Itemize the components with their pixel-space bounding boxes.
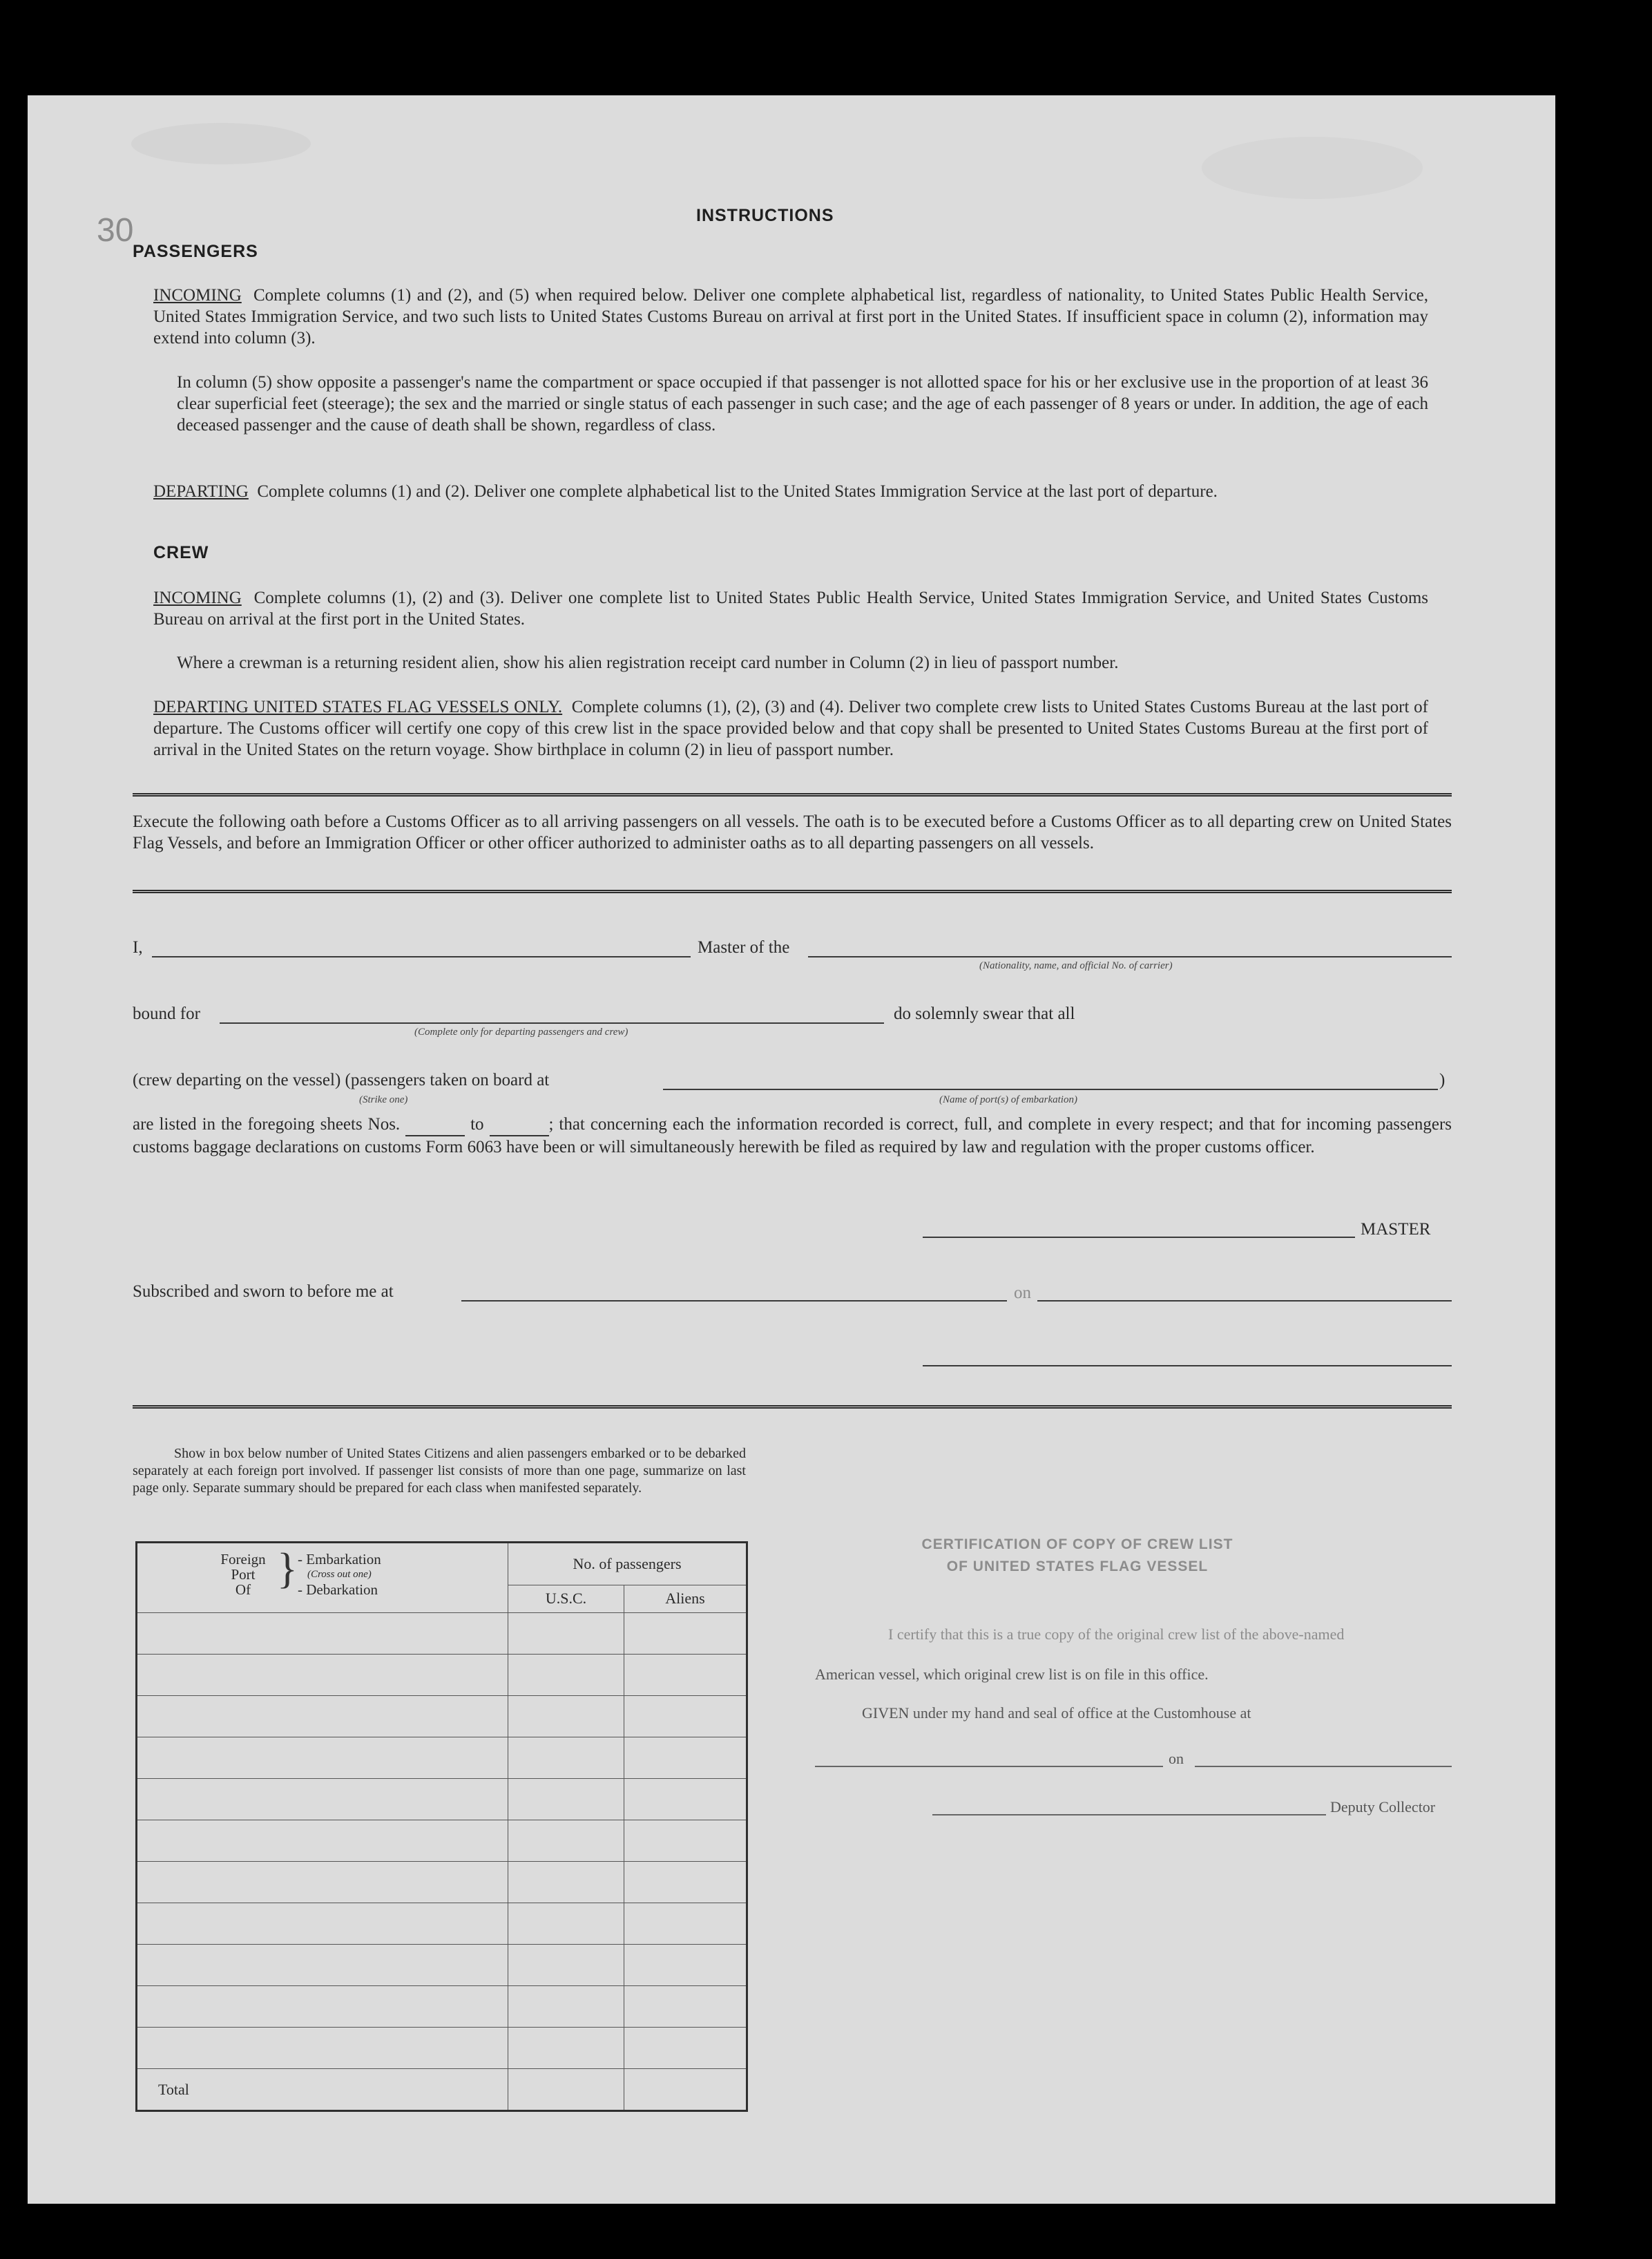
table-row <box>137 1986 747 2028</box>
port-cell[interactable] <box>137 1986 508 2028</box>
close-paren: ) <box>1439 1071 1446 1089</box>
section-title-passengers: PASSENGERS <box>133 242 258 261</box>
table-row <box>137 1820 747 1862</box>
port-header-line1: Foreign <box>220 1551 266 1567</box>
aliens-cell[interactable] <box>624 1779 747 1820</box>
crew-departing-paragraph <box>153 696 1428 761</box>
embarkation-option[interactable]: - Embarkation <box>298 1551 381 1567</box>
certification-title-line2: OF UNITED STATES FLAG VESSEL <box>946 1559 1209 1574</box>
aliens-cell[interactable] <box>624 1655 747 1696</box>
certify-date-field[interactable] <box>1195 1766 1452 1767</box>
oath-intro: Execute the following oath before a Customs Officer as to all arriving passengers on all vessels. The oath is to be executed before a Customs Officer as to all departing crew on United States Flag Vessels, and before an Immigration Officer or other officer authorized to administer oaths as to all departing passengers on all vessels. <box>133 812 1452 852</box>
table-row <box>137 2028 747 2069</box>
page-title: INSTRUCTIONS <box>696 206 834 225</box>
aliens-cell[interactable] <box>624 1737 747 1779</box>
bleed-through-mark <box>131 123 311 164</box>
oath-i-label: I, <box>133 938 143 957</box>
port-cell[interactable] <box>137 2028 508 2069</box>
aliens-cell[interactable] <box>624 2028 747 2069</box>
usc-cell[interactable] <box>508 1986 624 2028</box>
usc-cell[interactable] <box>508 1820 624 1862</box>
section-divider <box>133 1405 1452 1409</box>
ports-caption: (Name of port(s) of embarkation) <box>939 1094 1077 1105</box>
bound-for-caption: (Complete only for departing passengers and crew) <box>414 1027 628 1038</box>
aliens-cell[interactable] <box>624 1613 747 1655</box>
port-cell[interactable] <box>137 1737 508 1779</box>
passenger-summary-table <box>135 1541 748 2112</box>
table-row <box>137 1613 747 1655</box>
certification-title-line1: CERTIFICATION OF COPY OF CREW LIST <box>921 1536 1233 1552</box>
certify-text-b: American vessel, which original crew list is on file in this office. <box>815 1666 1209 1683</box>
port-cell[interactable] <box>137 1820 508 1862</box>
brace-icon: } <box>277 1545 298 1592</box>
deputy-collector-label: Deputy Collector <box>1330 1798 1436 1815</box>
port-cell[interactable] <box>137 1945 508 1986</box>
crew-incoming-paragraph <box>153 587 1428 630</box>
total-row <box>137 2069 747 2111</box>
crew-departing-text: Complete columns (1), (2), (3) and (4). Deliver two complete crew lists to United States Customs Bureau at the last port of departure. The Customs officer will certify one copy of this crew list in the space provided below and that copy shall be presented to United States Customs Bureau at the first port of arrival in the United States on the return voyage. Show birthplace in column (2) in lieu of passport number. <box>153 698 1429 759</box>
passengers-departing-paragraph <box>153 481 1428 502</box>
sworn-date-field[interactable] <box>1037 1300 1452 1302</box>
passengers-incoming-paragraph-2: In column (5) show opposite a passenger's name the compartment or space occupied if that passenger is not allotted space for his or her exclusive use in the proportion of at least 36 clear superficial feet (steerage); the sex and the married or single status of each passenger in such case; and the age of each passenger of 8 years or under. In addition, the age of each deceased passenger and the cause of death shall be shown, regardless of class. <box>177 373 1428 435</box>
passengers-departing-label: DEPARTING <box>153 482 249 501</box>
table-row <box>137 1862 747 1903</box>
deputy-signature-field[interactable] <box>932 1814 1326 1815</box>
total-usc-cell[interactable] <box>508 2069 624 2111</box>
port-cell[interactable] <box>137 1862 508 1903</box>
table-row <box>137 1737 747 1779</box>
port-header-line2: Port <box>231 1566 256 1583</box>
sheet-to-field[interactable] <box>490 1114 549 1136</box>
port-header-cell <box>137 1543 508 1613</box>
strike-one-caption: (Strike one) <box>359 1094 408 1105</box>
subscribed-label: Subscribed and sworn to before me at <box>133 1282 394 1301</box>
crew-departing-strike-text: (crew departing on the vessel) (passengers taken on board at <box>133 1071 550 1089</box>
summary-note: Show in box below number of United States Citizens and alien passengers embarked or to be debarked separately at each foreign port involved. If passenger list consists of more than one page, summarize on last page only. Separate summary should be prepared for each class when manifested separately. <box>133 1446 746 1496</box>
sworn-place-field[interactable] <box>461 1300 1007 1302</box>
port-cell[interactable] <box>137 1696 508 1737</box>
section-divider <box>133 793 1452 797</box>
port-cell[interactable] <box>137 1655 508 1696</box>
usc-cell[interactable] <box>508 1903 624 1945</box>
crew-incoming-text: Complete columns (1), (2) and (3). Deliver one complete list to United States Public Health Service, United States Immigration Service, and United States Customs Bureau on arrival at the first port in the United States. <box>153 589 1429 629</box>
crew-incoming-paragraph-2: Where a crewman is a returning resident alien, show his alien registration receipt card number in Column (2) in lieu of passport number. <box>177 654 1119 672</box>
aliens-cell[interactable] <box>624 1903 747 1945</box>
debarkation-option[interactable]: - Debarkation <box>298 1581 378 1598</box>
total-label: Total <box>137 2069 508 2111</box>
bound-for-field[interactable] <box>220 1022 884 1024</box>
bleed-through-mark <box>1202 137 1423 199</box>
listed-to-text: to <box>470 1115 484 1134</box>
certification-title <box>856 1534 1298 1578</box>
certify-on-label: on <box>1169 1750 1184 1767</box>
usc-cell[interactable] <box>508 1655 624 1696</box>
aliens-header: Aliens <box>624 1585 747 1612</box>
vessel-caption: (Nationality, name, and official No. of carrier) <box>979 960 1173 971</box>
usc-cell[interactable] <box>508 1696 624 1737</box>
section-divider <box>133 890 1452 893</box>
table-row <box>137 1945 747 1986</box>
usc-cell[interactable] <box>508 1945 624 1986</box>
table-row <box>137 1696 747 1737</box>
port-of-embarkation-field[interactable] <box>663 1089 1438 1090</box>
master-label: MASTER <box>1361 1220 1431 1239</box>
listed-text-b: ; that concerning each the information recorded is correct, full, and complete in every respect; and that for incoming passengers customs baggage declarations on customs Form 6063 have been or will simultaneously herewith be filed as required by law and regulation with the proper customs officer. <box>133 1115 1452 1156</box>
vessel-field[interactable] <box>808 956 1452 957</box>
total-aliens-cell[interactable] <box>624 2069 747 2111</box>
page-stamp-number: 30 <box>97 212 134 249</box>
port-header-line3: Of <box>235 1581 251 1598</box>
port-cell[interactable] <box>137 1779 508 1820</box>
port-cell[interactable] <box>137 1903 508 1945</box>
master-name-field[interactable] <box>152 956 691 957</box>
aliens-cell[interactable] <box>624 1696 747 1737</box>
crew-departing-label: DEPARTING UNITED STATES FLAG VESSELS ONLY. <box>153 698 563 716</box>
aliens-cell[interactable] <box>624 1986 747 2028</box>
table-row <box>137 1903 747 1945</box>
passengers-departing-text: Complete columns (1) and (2). Deliver one complete alphabetical list to the United States Immigration Service at the last port of departure. <box>257 482 1218 501</box>
given-text: GIVEN under my hand and seal of office at the Customhouse at <box>862 1704 1251 1722</box>
form-page <box>28 95 1555 2204</box>
cross-out-caption: (Cross out one) <box>307 1569 372 1580</box>
oath-listed-paragraph <box>133 1114 1452 1158</box>
officer-signature-field[interactable] <box>923 1365 1452 1366</box>
crew-incoming-label: INCOMING <box>153 589 242 607</box>
master-signature-field[interactable] <box>923 1237 1355 1238</box>
aliens-cell[interactable] <box>624 1862 747 1903</box>
aliens-cell[interactable] <box>624 1945 747 1986</box>
usc-cell[interactable] <box>508 1737 624 1779</box>
table-row <box>137 1655 747 1696</box>
passengers-incoming-paragraph <box>153 285 1428 349</box>
listed-text-a: are listed in the foregoing sheets Nos. <box>133 1115 401 1134</box>
master-of-label: Master of the <box>698 938 790 957</box>
usc-cell[interactable] <box>508 1862 624 1903</box>
no-of-passengers-header: No. of passengers <box>508 1543 747 1585</box>
customhouse-field[interactable] <box>815 1766 1163 1767</box>
usc-header: U.S.C. <box>508 1585 624 1612</box>
section-title-crew: CREW <box>153 543 209 562</box>
table-row <box>137 1779 747 1820</box>
usc-cell[interactable] <box>508 1779 624 1820</box>
passengers-incoming-text: Complete columns (1) and (2), and (5) when required below. Deliver one complete alphabetical list, regardless of nationality, to United States Public Health Service, United States Immigration Service, and two such lists to United States Customs Bureau on arrival at first port in the United States. If insufficient space in column (2), information may extend into column (3). <box>153 286 1429 347</box>
port-cell[interactable] <box>137 1613 508 1655</box>
certify-text-a: I certify that this is a true copy of the original crew list of the above-named <box>888 1626 1345 1643</box>
aliens-cell[interactable] <box>624 1820 747 1862</box>
bound-for-label: bound for <box>133 1004 200 1023</box>
swear-text: do solemnly swear that all <box>894 1004 1075 1023</box>
usc-cell[interactable] <box>508 2028 624 2069</box>
sheet-from-field[interactable] <box>405 1114 465 1136</box>
sworn-on-label: on <box>1014 1284 1031 1302</box>
usc-cell[interactable] <box>508 1613 624 1655</box>
passengers-incoming-label: INCOMING <box>153 286 242 305</box>
